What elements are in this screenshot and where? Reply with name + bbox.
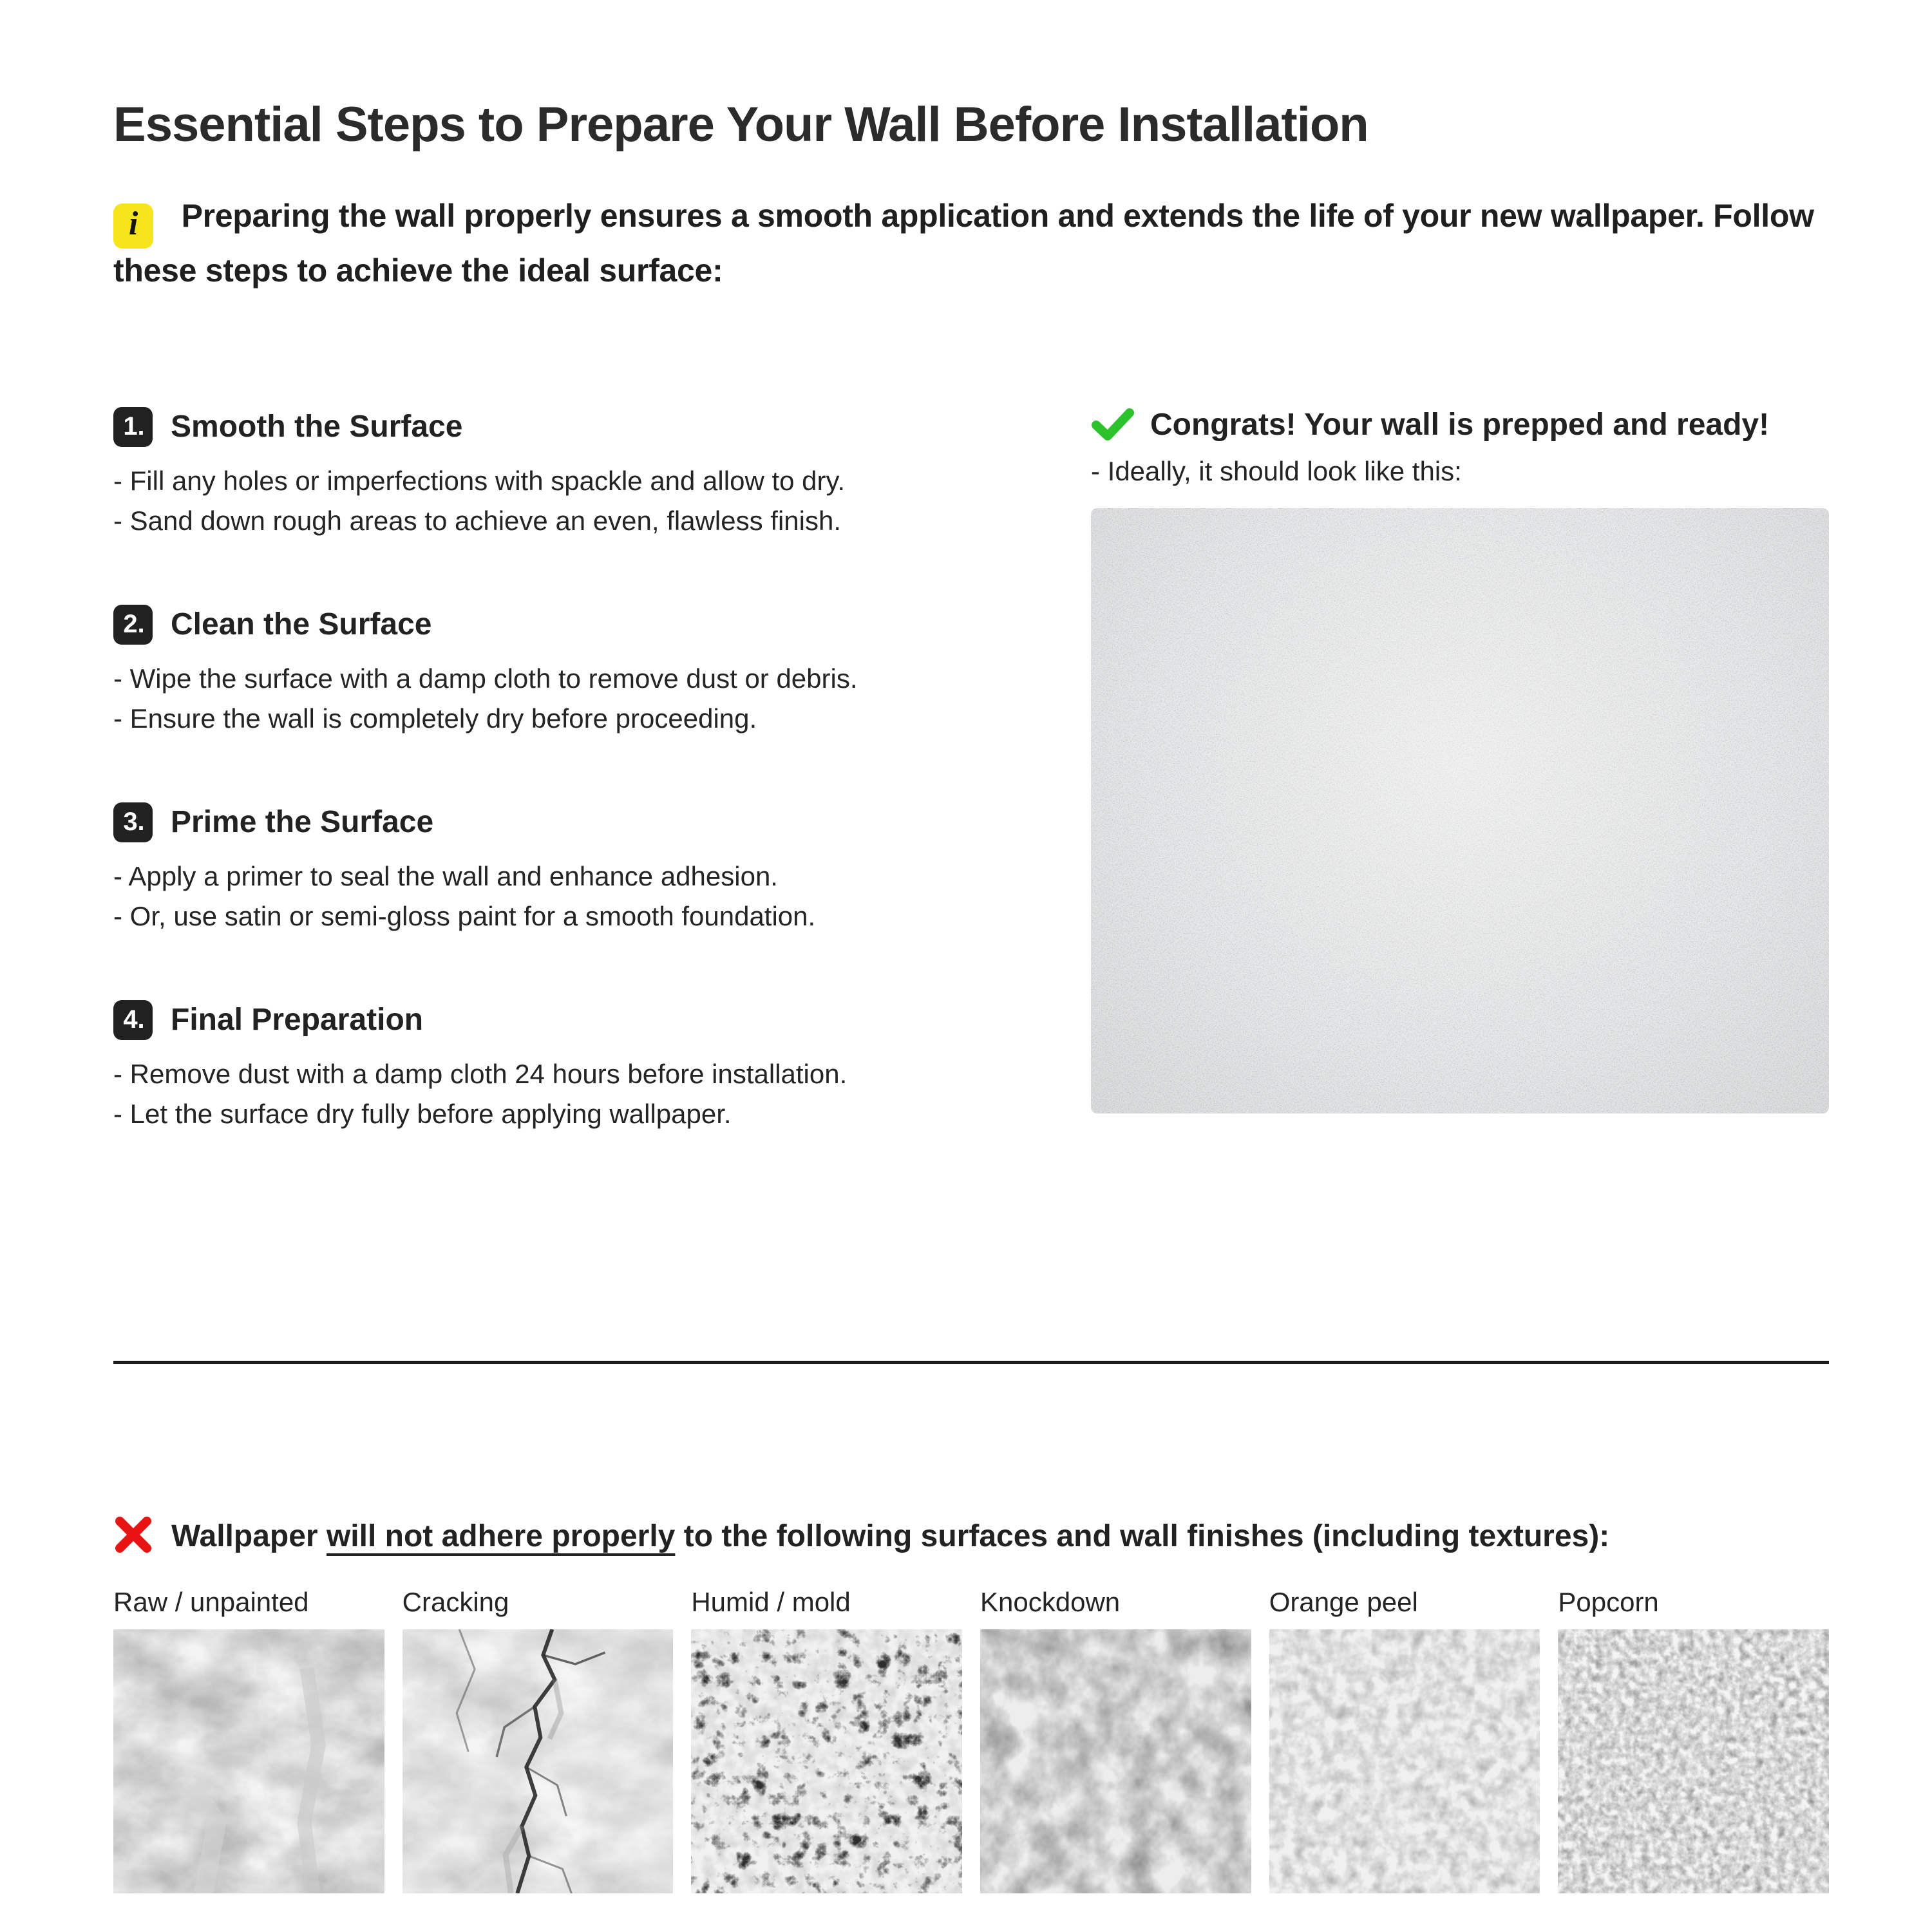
warning-text-prefix: Wallpaper	[171, 1519, 327, 1553]
info-icon	[113, 204, 153, 249]
steps-list	[113, 407, 1009, 1198]
step-bullet: - Wipe the surface with a damp cloth to remove dust or debris.	[113, 663, 858, 694]
step-item-1	[113, 407, 1009, 541]
page-title: Essential Steps to Prepare Your Wall Before Installation	[113, 97, 1368, 152]
surface-texture-image	[980, 1629, 1251, 1893]
success-panel	[1091, 407, 1829, 1198]
step-title: Smooth the Surface	[171, 410, 463, 444]
surface-label: Knockdown	[980, 1586, 1121, 1617]
intro-text: Preparing the wall properly ensures a smooth application and extends the life of your new wallpaper. Follow these steps to achieve the ideal surface:	[113, 198, 1814, 289]
warning-text-suffix: to the following surfaces and wall finishes (including textures):	[675, 1519, 1610, 1553]
step-item-2	[113, 605, 1009, 739]
step-number-badge: 3.	[113, 802, 153, 842]
step-item-4	[113, 1000, 1009, 1134]
step-bullet: - Let the surface dry fully before applying wallpaper.	[113, 1098, 732, 1129]
surface-texture-image	[1269, 1629, 1540, 1893]
content-columns	[113, 407, 1829, 1198]
surface-item-popcorn	[1558, 1587, 1829, 1893]
section-divider	[113, 1361, 1829, 1364]
success-subtitle: - Ideally, it should look like this:	[1091, 455, 1462, 486]
surface-item-raw-unpainted	[113, 1587, 384, 1893]
warning-text-underlined: will not adhere properly	[326, 1519, 676, 1553]
step-heading-row	[113, 1000, 1009, 1040]
step-number-badge: 1.	[113, 407, 153, 447]
prepped-wall-image	[1091, 508, 1829, 1113]
success-title: Congrats! Your wall is prepped and ready!	[1150, 407, 1770, 442]
step-number-badge: 4.	[113, 1000, 153, 1040]
surface-label: Orange peel	[1269, 1586, 1418, 1617]
step-item-3	[113, 802, 1009, 936]
step-heading-row	[113, 802, 1009, 842]
step-bullet: - Remove dust with a damp cloth 24 hours before installation.	[113, 1058, 848, 1089]
intro-paragraph	[113, 194, 1829, 292]
warning-text	[171, 1517, 1609, 1556]
surface-texture-image	[1558, 1629, 1829, 1893]
warning-heading	[113, 1517, 1829, 1556]
step-title: Final Preparation	[171, 1003, 424, 1037]
x-icon	[113, 1517, 153, 1555]
surface-texture-image	[691, 1629, 962, 1893]
surface-item-knockdown	[980, 1587, 1251, 1893]
success-heading-row	[1091, 407, 1829, 442]
surface-texture-image	[402, 1629, 674, 1893]
surface-item-humid-mold	[691, 1587, 962, 1893]
step-title: Clean the Surface	[171, 607, 432, 642]
step-heading-row	[113, 605, 1009, 645]
surface-label: Cracking	[402, 1586, 509, 1617]
surface-item-orange-peel	[1269, 1587, 1540, 1893]
step-bullet: - Apply a primer to seal the wall and enhance adhesion.	[113, 860, 778, 891]
step-title: Prime the Surface	[171, 805, 434, 840]
surface-item-cracking	[402, 1587, 674, 1893]
surface-label: Popcorn	[1558, 1586, 1659, 1617]
surface-texture-image	[113, 1629, 384, 1893]
surface-label: Humid / mold	[691, 1586, 851, 1617]
step-heading-row	[113, 407, 1009, 447]
step-bullet: - Or, use satin or semi-gloss paint for a smooth foundation.	[113, 900, 816, 931]
check-icon	[1091, 408, 1135, 441]
step-bullet: - Fill any holes or imperfections with spackle and allow to dry.	[113, 465, 846, 496]
step-bullet: - Ensure the wall is completely dry before proceeding.	[113, 703, 757, 734]
step-number-badge: 2.	[113, 605, 153, 645]
surface-label: Raw / unpainted	[113, 1586, 309, 1617]
info-icon-glyph: i	[128, 205, 138, 243]
surfaces-row	[113, 1587, 1829, 1893]
step-bullet: - Sand down rough areas to achieve an even, flawless finish.	[113, 505, 842, 536]
